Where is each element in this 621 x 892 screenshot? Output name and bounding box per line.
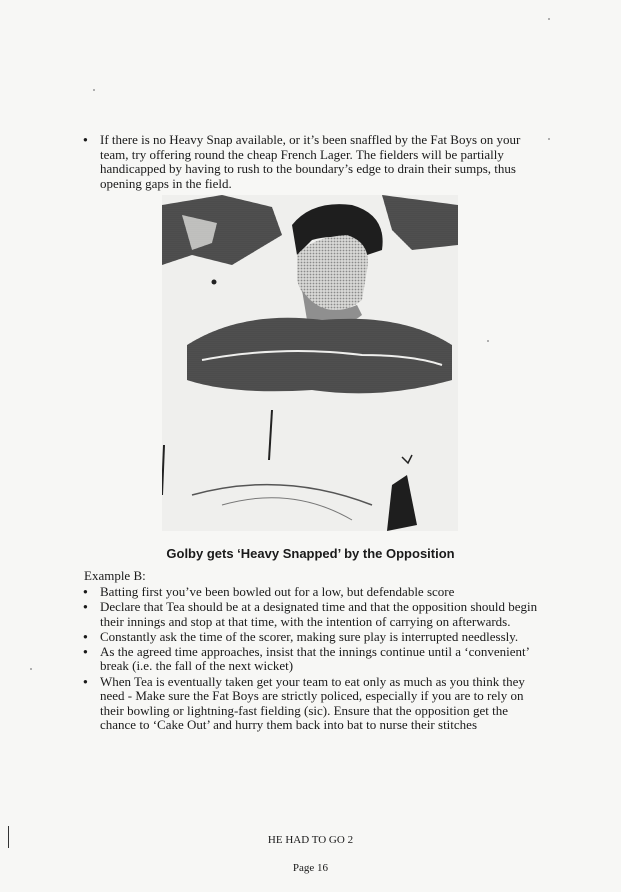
photo-figure <box>162 195 458 531</box>
scan-speck <box>548 18 550 20</box>
list-item: ● When Tea is eventually taken get your team to eat only as much as you think they need - Make sure the Fat Boys are strictly policed, especially if you are to rely on their bowling or lightning-fast fielding (sic). Ensure that the opposition get the chance to ‘Cake Out’ and hurry them back into bat to nurse their stitches <box>82 675 542 733</box>
example-bullet-list <box>82 585 542 733</box>
list-item: ● Constantly ask the time of the scorer, making sure play is interrupted needlessly. <box>82 630 542 645</box>
photo-caption: Golby gets ‘Heavy Snapped’ by the Opposition <box>166 546 455 561</box>
page-number: Page 16 <box>292 862 329 874</box>
scan-speck <box>487 340 489 342</box>
list-item: ● If there is no Heavy Snap available, or it’s been snaffled by the Fat Boys on your team, try offering round the cheap French Lager. The fielders will be partially handicapped by having to rush to the boundary’s edge to drain their sumps, thus opening gaps in the field. <box>82 133 542 191</box>
footer-title: HE HAD TO GO 2 <box>267 834 354 846</box>
list-item: ● Batting first you’ve been bowled out for a low, but defendable score <box>82 585 542 600</box>
list-item: ● Declare that Tea should be at a designated time and that the opposition should begin their innings and stop at that time, with the intention of carrying on afterwards. <box>82 600 542 629</box>
list-item: ● As the agreed time approaches, insist that the innings continue until a ‘convenient’ break (i.e. the fall of the next wicket) <box>82 645 542 674</box>
intro-bullet-list <box>82 133 542 191</box>
example-label: Example B: <box>84 568 146 583</box>
man-lying-photo-icon <box>162 195 458 531</box>
scan-speck <box>548 138 550 140</box>
scan-speck <box>93 89 95 91</box>
scan-speck <box>30 668 32 670</box>
